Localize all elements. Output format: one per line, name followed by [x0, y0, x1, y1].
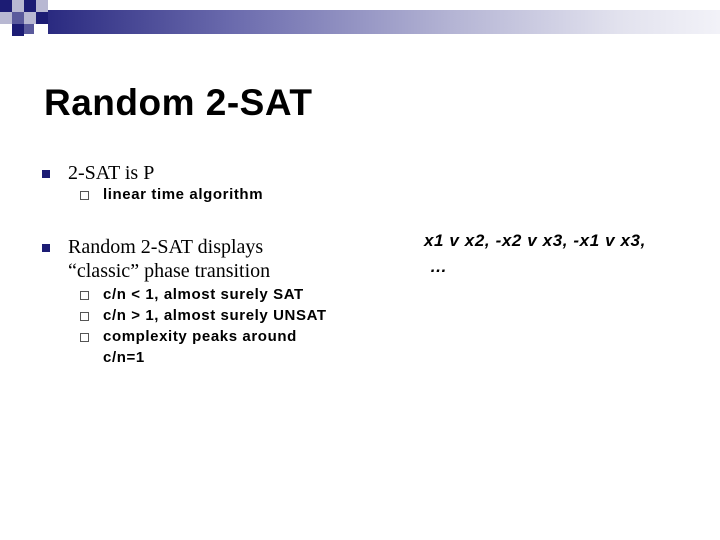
hollow-square-bullet-icon [80, 191, 89, 200]
formula-line: … [430, 257, 448, 276]
deco-square [12, 0, 24, 12]
formula-text [424, 228, 714, 280]
sub-bullet-text: c/n < 1, almost surely SAT [103, 286, 304, 303]
deco-square [12, 12, 24, 24]
sub-bullet-text: complexity peaks around c/n=1 [103, 328, 297, 366]
deco-square [24, 24, 34, 34]
deco-square [36, 0, 48, 12]
slide-title: Random 2-SAT [44, 82, 313, 123]
formula-line: x1 v x2, -x2 v x3, -x1 v x3, [424, 231, 646, 250]
header-decoration [0, 0, 720, 46]
sub-bullet-text: linear time algorithm [103, 186, 264, 203]
deco-square [24, 12, 36, 24]
hollow-square-bullet-icon [80, 312, 89, 321]
filled-square-bullet-icon [42, 244, 50, 252]
hollow-square-bullet-icon [80, 333, 89, 342]
deco-square [24, 0, 36, 12]
sub-bullet-text: c/n > 1, almost surely UNSAT [103, 307, 327, 324]
deco-square [36, 12, 48, 24]
deco-square [0, 0, 12, 12]
bullet-text: 2-SAT is P [68, 162, 155, 184]
filled-square-bullet-icon [42, 170, 50, 178]
deco-square [12, 24, 24, 36]
header-gradient-bar [48, 10, 720, 34]
hollow-square-bullet-icon [80, 291, 89, 300]
bullet-text: Random 2-SAT displays “classic” phase transition [68, 236, 271, 282]
deco-square [0, 12, 12, 24]
